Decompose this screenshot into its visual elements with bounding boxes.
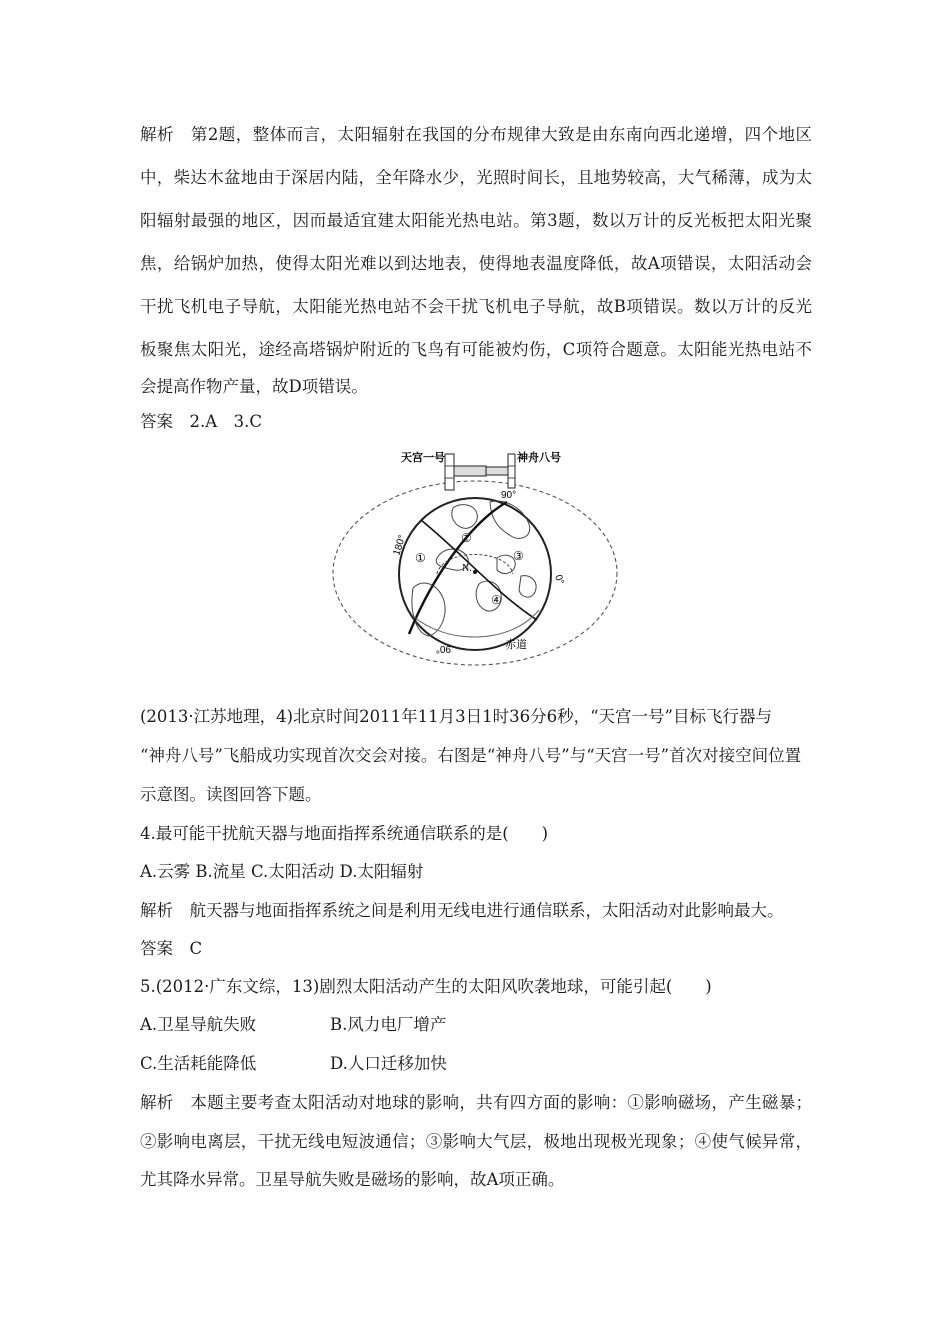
label-180: 180° bbox=[391, 533, 409, 557]
q5-option-c: C.生活耗能降低 bbox=[140, 1054, 257, 1073]
label-shenzhou: 神舟八号 bbox=[517, 452, 561, 464]
north-pole-dot bbox=[473, 570, 477, 574]
q23-analysis-line: 焦，给锅炉加热，使得太阳光难以到达地表，使得地表温度降低，故A项错误，太阳活动会 bbox=[140, 254, 812, 273]
shenzhou-body bbox=[486, 467, 508, 475]
q23-analysis-line: 板聚焦太阳光，途经高塔锅炉附近的飞鸟有可能被灼伤，C项符合题意。太阳能光热电站不 bbox=[140, 340, 812, 359]
tiangong-body bbox=[454, 466, 486, 476]
shenzhou-solar-panel bbox=[508, 454, 515, 488]
q4-options: A.云雾 B.流星 C.太阳活动 D.太阳辐射 bbox=[140, 862, 424, 881]
q5-option-b: B.风力电厂增产 bbox=[330, 1015, 447, 1034]
label-equator: 赤道 bbox=[505, 639, 527, 651]
tiangong-solar-panel bbox=[445, 454, 454, 490]
q4-stem: 4.最可能干扰航天器与地面指挥系统通信联系的是( ) bbox=[140, 824, 549, 843]
intro-line: 示意图。读图回答下题。 bbox=[140, 785, 322, 804]
label-north-pole: N. bbox=[462, 563, 472, 574]
q5-option-d: D.人口迁移加快 bbox=[330, 1054, 447, 1073]
q5-option-a: A.卫星导航失败 bbox=[140, 1015, 257, 1034]
label-90-bottom: 90° bbox=[435, 643, 451, 654]
tiangong-module bbox=[445, 454, 486, 490]
q5-analysis-line: 尤其降水异常。卫星导航失败是磁场的影响，故A项正确。 bbox=[140, 1170, 565, 1189]
q23-analysis-line: 阳辐射最强的地区，因而最适宜建太阳能光热电站。第3题，数以万计的反光板把太阳光聚 bbox=[140, 211, 812, 230]
q4-answer: 答案 C bbox=[140, 939, 203, 958]
intro-line: “神舟八号”飞船成功实现首次交会对接。右图是“神舟八号”与“天宫一号”首次对接空间位置 bbox=[140, 746, 802, 765]
label-tiangong: 天宫一号 bbox=[401, 452, 445, 464]
marker-2: ② bbox=[461, 531, 472, 545]
marker-1: ① bbox=[415, 551, 426, 565]
q23-analysis-line: 干扰飞机电子导航，太阳能光热电站不会干扰飞机电子导航，故B项错误。数以万计的反光 bbox=[140, 297, 812, 316]
q23-analysis-line: 解析 第2题，整体而言，太阳辐射在我国的分布规律大致是由东南向西北递增，四个地区 bbox=[140, 125, 812, 144]
q23-answer: 答案 2.A 3.C bbox=[140, 412, 263, 431]
q5-analysis-line: 解析 本题主要考查太阳活动对地球的影响，共有四方面的影响：①影响磁场，产生磁暴； bbox=[140, 1093, 812, 1112]
q23-analysis-line: 中，柴达木盆地由于深居内陆，全年降水少，光照时间长，且地势较高，大气稀薄，成为太 bbox=[140, 168, 812, 187]
intro-line: (2013·江苏地理，4)北京时间2011年11月3日1时36分6秒，“天宫一号”目标飞行器与 bbox=[140, 707, 772, 726]
q4-analysis: 解析 航天器与地面指挥系统之间是利用无线电进行通信联系，太阳活动对此影响最大。 bbox=[140, 901, 784, 920]
label-0: 0° bbox=[552, 573, 566, 587]
docking-position-diagram bbox=[325, 438, 625, 670]
q5-analysis-line: ②影响电离层，干扰无线电短波通信；③影响大气层，极地出现极光现象；④使气候异常， bbox=[140, 1132, 812, 1151]
marker-4: ④ bbox=[491, 593, 502, 607]
q5-stem: 5.(2012·广东文综，13)剧烈太阳活动产生的太阳风吹袭地球，可能引起( ) bbox=[140, 977, 712, 996]
label-90-top: 90° bbox=[501, 490, 517, 501]
q23-analysis-line: 会提高作物产量，故D项错误。 bbox=[140, 377, 368, 396]
marker-3: ③ bbox=[513, 549, 524, 563]
